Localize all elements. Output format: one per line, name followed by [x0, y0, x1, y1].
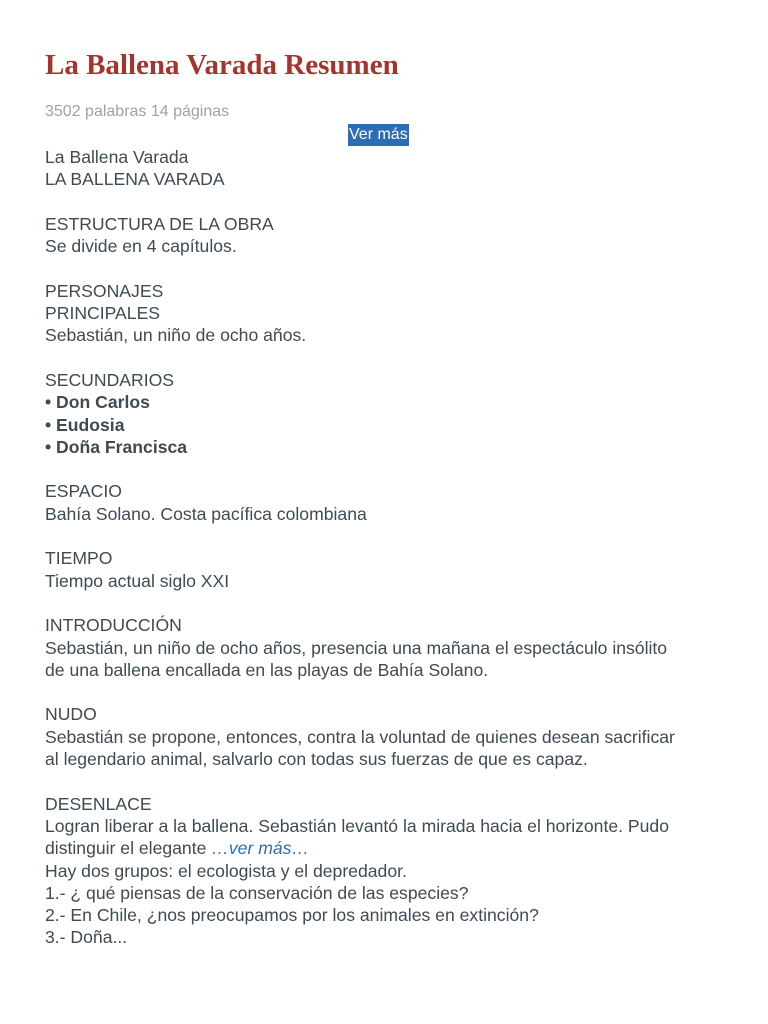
question-item: 3.- Doña...	[45, 927, 128, 948]
secondary-character: • Don Carlos	[45, 392, 150, 413]
page-title: La Ballena Varada Resumen	[45, 49, 399, 81]
personajes-heading: PERSONAJES	[45, 280, 164, 301]
desenlace-text-continued	[45, 837, 735, 859]
principales-text: Sebastián, un niño de ocho años.	[45, 325, 307, 346]
work-title: La Ballena Varada	[45, 147, 189, 167]
word-page-count: 3502 palabras 14 páginas	[45, 103, 230, 120]
ver-mas-link[interactable]: …ver más…	[211, 838, 310, 859]
spacer	[45, 191, 735, 213]
spacer	[45, 681, 735, 703]
introduccion-text: Sebastián, un niño de ocho años, presencia una mañana el espectáculo insólito	[45, 637, 668, 658]
secundarios-heading: SECUNDARIOS	[45, 369, 175, 390]
grupos-text: Hay dos grupos: el ecologista y el depredador.	[45, 860, 407, 881]
estructura-text: Se divide en 4 capítulos.	[45, 236, 237, 257]
introduccion-heading: INTRODUCCIÓN	[45, 615, 182, 636]
nudo-text: Sebastián se propone, entonces, contra la voluntad de quienes desean sacrificar	[45, 726, 675, 747]
estructura-heading: ESTRUCTURA DE LA OBRA	[45, 213, 274, 234]
spacer	[45, 347, 735, 369]
spacer	[45, 458, 735, 480]
tiempo-text: Tiempo actual siglo XXI	[45, 570, 230, 591]
nudo-heading: NUDO	[45, 704, 97, 725]
espacio-heading: ESPACIO	[45, 481, 122, 502]
question-item: 1.- ¿ qué piensas de la conservación de las especies?	[45, 882, 469, 903]
introduccion-text: de una ballena encallada en las playas de Bahía Solano.	[45, 659, 489, 680]
spacer	[45, 592, 735, 614]
spacer	[45, 525, 735, 547]
secondary-character: • Doña Francisca	[45, 436, 188, 457]
desenlace-text: Logran liberar a la ballena. Sebastián levantó la mirada hacia el horizonte. Pudo	[45, 815, 670, 836]
question-item: 2.- En Chile, ¿nos preocupamos por los animales en extinción?	[45, 905, 539, 926]
principales-heading: PRINCIPALES	[45, 303, 161, 324]
desenlace-heading: DESENLACE	[45, 793, 152, 814]
document-body	[45, 146, 735, 949]
work-title-upper: LA BALLENA VARADA	[45, 169, 225, 190]
ver-mas-button[interactable]: Ver más	[348, 124, 409, 146]
desenlace-text-fragment: distinguir el elegante	[45, 838, 207, 859]
nudo-text: al legendario animal, salvarlo con todas sus fuerzas de que es capaz.	[45, 749, 588, 770]
spacer	[45, 770, 735, 792]
espacio-text: Bahía Solano. Costa pacífica colombiana	[45, 503, 367, 524]
tiempo-heading: TIEMPO	[45, 548, 113, 569]
secondary-character: • Eudosia	[45, 414, 125, 435]
spacer	[45, 257, 735, 279]
